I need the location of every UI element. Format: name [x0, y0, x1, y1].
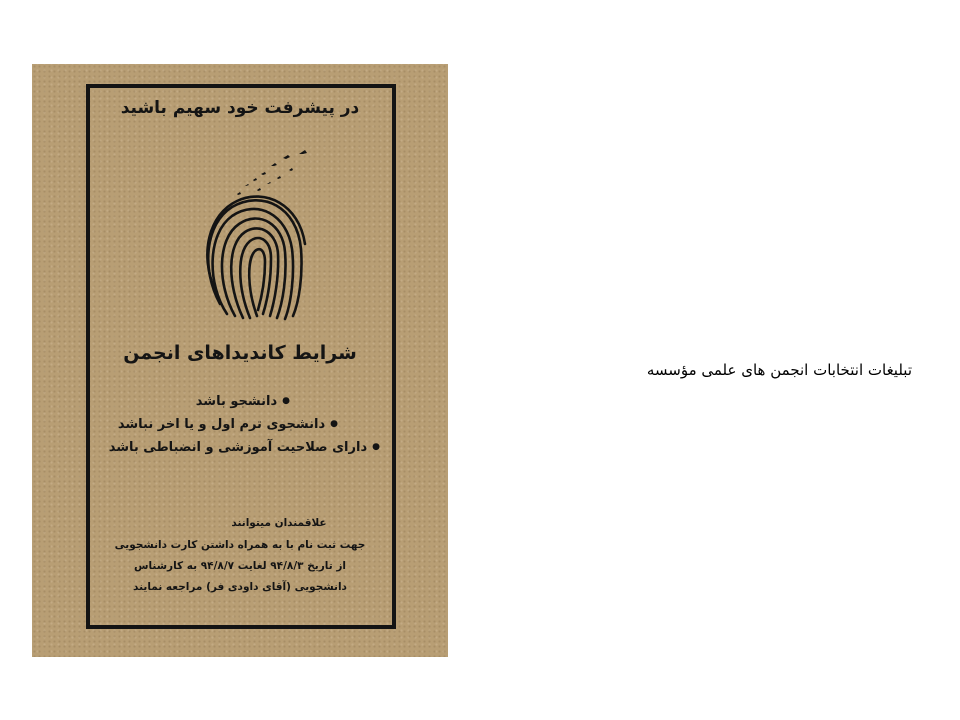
- conditions-list: [109, 394, 380, 463]
- poster-note: علاقمندان میتوانند: [231, 517, 327, 529]
- condition-item: ● دانشجو باشد: [109, 394, 290, 409]
- poster-note: دانشجویی (آقای داودی فر) مراجعه نمایند: [133, 581, 347, 593]
- condition-item: ● دانشجوی ترم اول و یا اخر نباشد: [109, 417, 338, 432]
- condition-item: ● دارای صلاحیت آموزشی و انضباطی باشد: [109, 440, 380, 455]
- poster: [32, 64, 448, 657]
- poster-title: شرایط کاندیداهای انجمن: [123, 342, 357, 364]
- slide-caption: تبلیغات انتخابات انجمن های علمی مؤسسه: [646, 361, 912, 379]
- poster-note: جهت ثبت نام با به همراه داشتن کارت دانشجویی: [114, 539, 366, 551]
- poster-headline: در پیشرفت خود سهیم باشید: [120, 98, 360, 118]
- poster-note: از تاریخ ۹۴/۸/۳ لغایت ۹۴/۸/۷ به کارشناس: [134, 560, 346, 572]
- fingerprint-with-birds-icon: [187, 144, 317, 334]
